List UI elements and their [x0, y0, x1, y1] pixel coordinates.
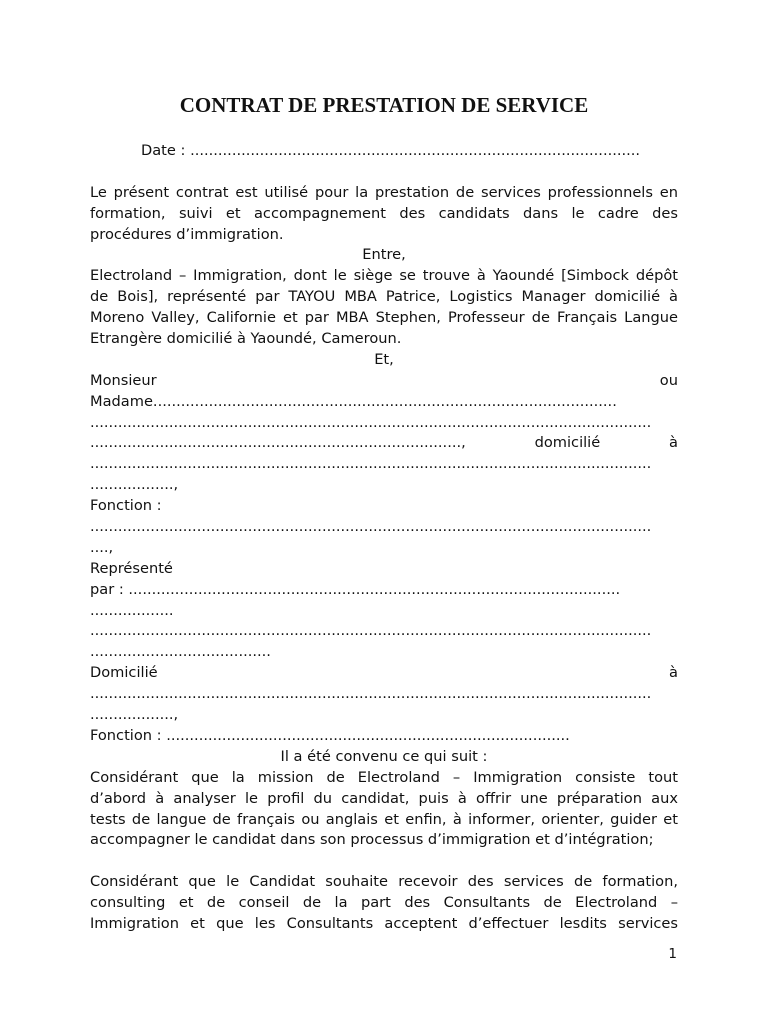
- text-line: Le présent contrat est utilisé pour la prestation de services professionnels en: [90, 183, 678, 201]
- text-line: d’abord à analyser le profil du candidat, puis à offrir une préparation aux: [90, 789, 678, 807]
- text-line: ..................,: [90, 476, 179, 494]
- text-line: Considérant que le Candidat souhaite recevoir des services de formation,: [90, 873, 678, 891]
- text-line: Fonction :: [90, 497, 162, 515]
- document-body: [90, 141, 678, 935]
- text-line: .........................................................................................................................: [90, 413, 652, 431]
- text-line: Fonction : .......................................................................................: [90, 726, 570, 744]
- text-line: consulting et de conseil de la part des Consultants de Electroland –: [90, 894, 678, 912]
- text-line: Et,: [374, 350, 394, 368]
- text-line: ................................................................................, domicilié à: [90, 434, 678, 452]
- text-line: .........................................................................................................................: [90, 622, 652, 640]
- date-field-line: Date : .................................................................................................: [141, 142, 641, 159]
- text-line: Moreno Valley, Californie et par MBA Stephen, Professeur de Français Langue: [90, 309, 678, 327]
- blank-line: [90, 851, 678, 872]
- text-line: Immigration et que les Consultants acceptent d’effectuer lesdits services: [90, 914, 678, 932]
- blank-line: [90, 162, 678, 183]
- document-title: CONTRAT DE PRESTATION DE SERVICE: [179, 93, 589, 117]
- text-line: formation, suivi et accompagnement des candidats dans le cadre des: [90, 204, 678, 222]
- text-line: Etrangère domicilié à Yaoundé, Cameroun.: [90, 330, 402, 348]
- text-line: .........................................................................................................................: [90, 518, 652, 536]
- text-line: .........................................................................................................................: [90, 685, 652, 703]
- text-line: .........................................................................................................................: [90, 455, 652, 473]
- text-line: ..................: [90, 601, 174, 619]
- text-line: procédures d’immigration.: [90, 225, 284, 243]
- text-line: ..................,: [90, 706, 179, 724]
- text-line: Il a été convenu ce qui suit :: [280, 747, 488, 765]
- text-line: Entre,: [362, 246, 406, 264]
- text-line: Représenté: [90, 559, 173, 577]
- text-line: ....,: [90, 538, 114, 556]
- text-line: .......................................: [90, 643, 271, 661]
- text-line: Considérant que la mission de Electroland – Immigration consiste tout: [90, 768, 678, 786]
- text-line: Electroland – Immigration, dont le siège se trouve à Yaoundé [Simbock dépôt: [90, 267, 678, 285]
- text-line: tests de langue de français ou anglais et enfin, à informer, orienter, guider et: [90, 810, 678, 828]
- text-line: Monsieur ou: [90, 371, 678, 389]
- text-line: Domicilié à: [90, 664, 678, 682]
- text-line: de Bois], représenté par TAYOU MBA Patrice, Logistics Manager domicilié à: [90, 288, 678, 306]
- page-number: 1: [668, 946, 677, 962]
- text-line: par : ..........................................................................................................: [90, 580, 621, 598]
- text-line: Madame....................................................................................................: [90, 392, 617, 410]
- text-line: accompagner le candidat dans son processus d’immigration et d’intégration;: [90, 831, 654, 849]
